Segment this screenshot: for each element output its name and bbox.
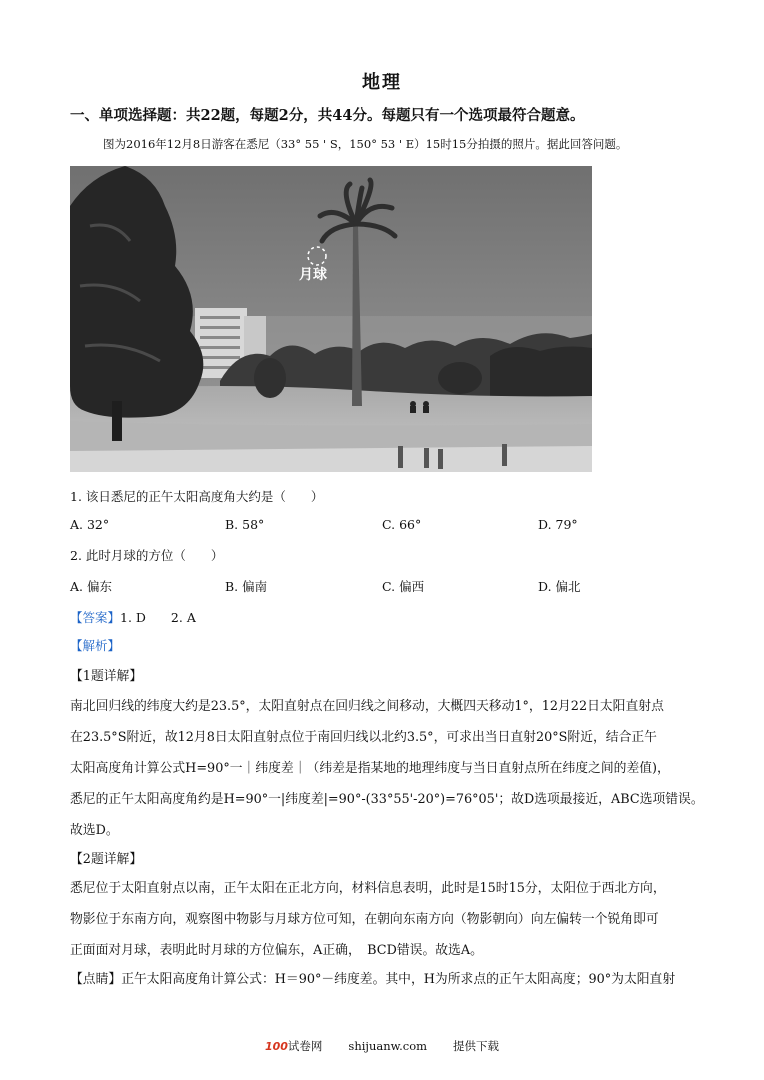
q1-option-a: A. 32° [70,517,110,532]
sydney-photo [70,166,592,472]
detail-1-heading: 【1题详解】 [70,669,143,684]
site-logo: 100 [264,1040,288,1053]
q2-option-a: A. 偏东 [70,579,112,594]
detail-2-line: 悉尼位于太阳直射点以南，正午太阳在正北方向，材料信息表明，此时是15时15分，太阳位于西北方向， [70,881,666,896]
site-name: 试卷网 [287,1039,323,1053]
section-heading: 一、单项选择题：共22题，每题2分，共44分。每题只有一个选项最符合题意。 [70,107,585,124]
q2-option-c: C. 偏西 [382,579,425,594]
answer-line [70,608,196,626]
q1-option-d: D. 79° [538,517,578,532]
detail-1-line: 悉尼的正午太阳高度角约是H=90°一|纬度差|=90°-(33°55'-20°)=76°05'；故D选项最接近，ABC选项错误。 [70,792,704,807]
detail-1-line: 太阳高度角计算公式H=90°一｜纬度差｜（纬差是指某地的地理纬度与当日直射点所在纬度之间的差值)， [70,761,670,776]
detail-1-line: 故选D。 [70,823,119,838]
site-domain[interactable]: shijuanw.com [348,1039,428,1053]
question-2-stem: 2. 此时月球的方位（ ） [70,548,224,563]
detail-1-line: 南北回归线的纬度大约是23.5°，太阳直射点在回归线之间移动，大概四天移动1°，12月22日太阳直射点 [70,699,664,714]
detail-2-line: 正面面对月球，表明此时月球的方位偏东，A正确， BCD错误。故选A。 [70,943,483,958]
q2-option-b: B. 偏南 [225,579,268,594]
point-line [70,968,675,987]
question-1-stem: 1. 该日悉尼的正午太阳高度角大约是（ ） [70,489,324,504]
page-title: 地理 [362,72,402,93]
point-text: 正午太阳高度角计算公式：H＝90°－纬度差。其中，H为所求点的正午太阳高度；90°为太阳直射 [121,972,676,987]
detail-1-line: 在23.5°S附近，故12月8日太阳直射点位于南回归线以北约3.5°，可求出当日直射20°S附近，结合正午 [70,730,657,745]
moon-label: 月球 [299,267,327,283]
analysis-tag-text: 【解析】 [70,638,121,653]
answer-tag: 【答案】 [70,610,121,625]
answer-text: 1. D 2. A [120,610,196,625]
question-intro: 图为2016年12月8日游客在悉尼（33° 55 ' S，150° 53 ' E）15时15分拍摄的照片。据此回答问题。 [103,137,628,151]
q2-option-d: D. 偏北 [538,579,581,594]
footer [0,1038,764,1054]
detail-2-heading: 【2题详解】 [70,852,143,867]
q1-option-b: B. 58° [225,517,265,532]
q1-option-c: C. 66° [382,517,422,532]
detail-2-line: 物影位于东南方向，观察图中物影与月球方位可知，在朝向东南方向（物影朝向）向左偏转一个锐角即可 [70,912,659,927]
analysis-tag [70,636,120,654]
download-text: 提供下载 [453,1039,500,1053]
point-tag: 【点睛】 [70,972,122,987]
